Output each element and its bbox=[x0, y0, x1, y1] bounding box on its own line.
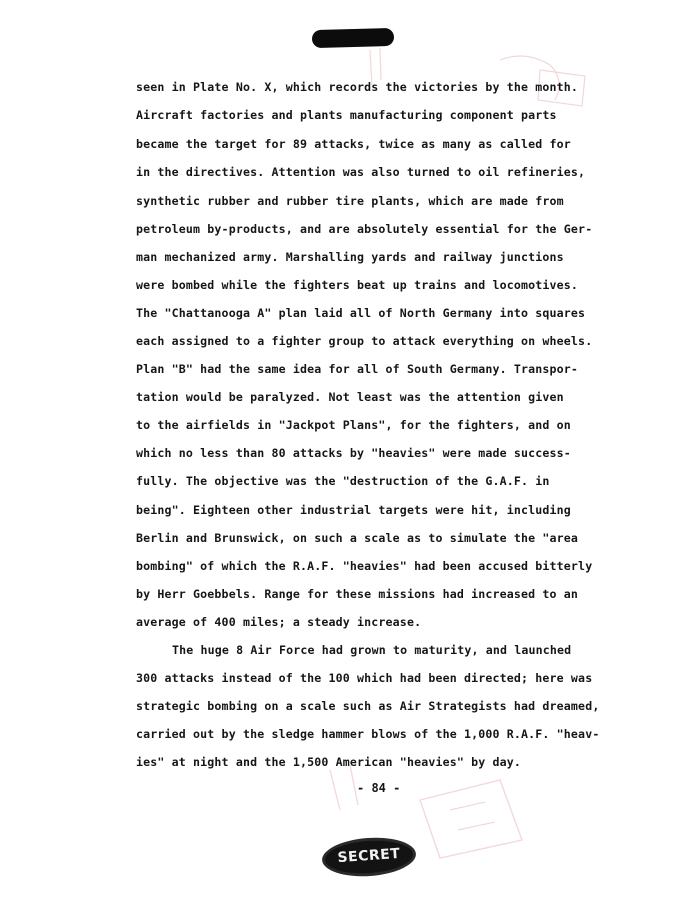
text-line: average of 400 miles; a steady increase. bbox=[136, 615, 422, 629]
text-line: The "Chattanooga A" plan laid all of North Germany into squares bbox=[136, 306, 586, 320]
text-line: synthetic rubber and rubber tire plants, which are made from bbox=[136, 194, 564, 208]
text-line: Plan "B" had the same idea for all of South Germany. Transpor- bbox=[136, 362, 579, 376]
text-line: ies" at night and the 1,500 American "heavies" by day. bbox=[136, 755, 522, 769]
text-line: carried out by the sledge hammer blows of the 1,000 R.A.F. "heav- bbox=[136, 727, 600, 741]
text-line: Berlin and Brunswick, on such a scale as to simulate the "area bbox=[136, 531, 579, 545]
text-line: seen in Plate No. X, which records the victories by the month. bbox=[136, 80, 579, 94]
text-line: 300 attacks instead of the 100 which had been directed; here was bbox=[136, 671, 593, 685]
text-line: in the directives. Attention was also turned to oil refineries, bbox=[136, 165, 586, 179]
text-line: being". Eighteen other industrial targets were hit, including bbox=[136, 503, 571, 517]
text-line: became the target for 89 attacks, twice as many as called for bbox=[136, 137, 571, 151]
classification-stamp-bottom bbox=[324, 838, 414, 876]
text-line: were bombed while the fighters beat up trains and locomotives. bbox=[136, 278, 579, 292]
text-line: bombing" of which the R.A.F. "heavies" had been accused bitterly bbox=[136, 559, 593, 573]
classification-stamp-text: SECRET bbox=[337, 845, 401, 867]
text-line: to the airfields in "Jackpot Plans", for the fighters, and on bbox=[136, 418, 571, 432]
text-line: each assigned to a fighter group to attack everything on wheels. bbox=[136, 334, 593, 348]
text-line: The huge 8 Air Force had grown to maturity, and launched bbox=[172, 643, 572, 657]
text-line: man mechanized army. Marshalling yards and railway junctions bbox=[136, 250, 564, 264]
page-number: - 84 - bbox=[357, 781, 401, 795]
text-line: tation would be paralyzed. Not least was the attention given bbox=[136, 390, 564, 404]
classification-stamp-top: SECRET bbox=[312, 28, 394, 48]
text-line: Aircraft factories and plants manufacturing component parts bbox=[136, 108, 557, 122]
text-line: by Herr Goebbels. Range for these missions had increased to an bbox=[136, 587, 579, 601]
text-line: petroleum by-products, and are absolutely essential for the Ger- bbox=[136, 222, 593, 236]
text-line: strategic bombing on a scale such as Air Strategists had dreamed, bbox=[136, 699, 600, 713]
text-line: which no less than 80 attacks by "heavies" were made success- bbox=[136, 446, 571, 460]
text-line: fully. The objective was the "destruction of the G.A.F. in bbox=[136, 474, 550, 488]
